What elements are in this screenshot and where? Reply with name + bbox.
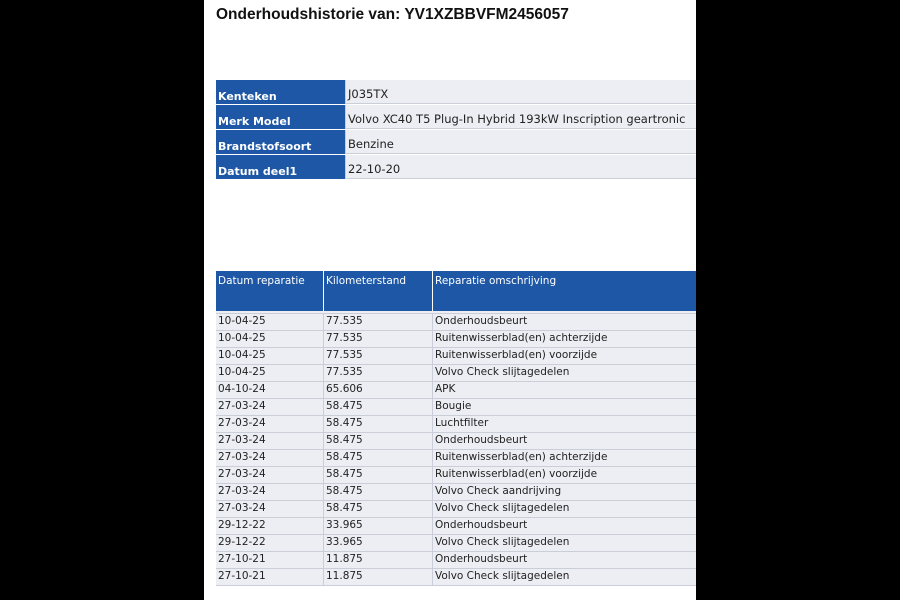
cell-omschrijving: Ruitenwisserblad(en) voorzijde — [435, 349, 598, 361]
table-row — [216, 331, 696, 348]
cell-kilometerstand: 58.475 — [324, 433, 433, 449]
cell-datum: 10-04-25 — [216, 348, 324, 364]
header-reparatie-omschrijving: Reparatie omschrijving — [435, 275, 557, 287]
cell-kilometerstand: 65.606 — [324, 382, 433, 398]
info-label: Kenteken — [216, 80, 346, 104]
table-row — [216, 450, 696, 467]
cell-datum: 04-10-24 — [216, 382, 324, 398]
cell-kilometerstand: 58.475 — [324, 467, 433, 483]
table-row — [216, 501, 696, 518]
cell-omschrijving: Volvo Check slijtagedelen — [435, 570, 570, 582]
cell-datum: 27-03-24 — [216, 484, 324, 500]
info-label: Datum deel1 — [216, 155, 346, 179]
cell-datum: 27-03-24 — [216, 450, 324, 466]
info-value: Benzine — [346, 130, 696, 154]
cell-omschrijving: Luchtfilter — [435, 417, 489, 429]
cell-kilometerstand: 77.535 — [324, 365, 433, 381]
cell-datum: 27-10-21 — [216, 569, 324, 585]
table-row — [216, 348, 696, 365]
table-body — [216, 314, 696, 586]
cell-omschrijving: Ruitenwisserblad(en) voorzijde — [435, 468, 598, 480]
cell-datum: 27-10-21 — [216, 552, 324, 568]
cell-datum: 29-12-22 — [216, 518, 324, 534]
info-row-kenteken — [216, 80, 696, 105]
cell-omschrijving: Volvo Check aandrijving — [435, 485, 562, 497]
repair-history-table — [216, 271, 696, 586]
page-title: Onderhoudshistorie van: YV1XZBBVFM2456057 — [216, 6, 569, 23]
cell-omschrijving: APK — [435, 383, 456, 395]
info-label: Merk Model — [216, 105, 346, 129]
cell-kilometerstand: 58.475 — [324, 450, 433, 466]
document-page — [204, 0, 696, 600]
info-value: Volvo XC40 T5 Plug-In Hybrid 193kW Inscription geartronic — [346, 105, 696, 129]
cell-kilometerstand: 58.475 — [324, 501, 433, 517]
table-row — [216, 535, 696, 552]
cell-omschrijving: Onderhoudsbeurt — [435, 553, 528, 565]
header-datum-reparatie: Datum reparatie — [216, 271, 324, 311]
cell-kilometerstand: 77.535 — [324, 314, 433, 330]
table-row — [216, 518, 696, 535]
cell-kilometerstand: 58.475 — [324, 484, 433, 500]
cell-omschrijving: Volvo Check slijtagedelen — [435, 536, 570, 548]
cell-omschrijving: Ruitenwisserblad(en) achterzijde — [435, 451, 608, 463]
table-row — [216, 382, 696, 399]
cell-datum: 10-04-25 — [216, 365, 324, 381]
info-label: Brandstofsoort — [216, 130, 346, 154]
table-row — [216, 552, 696, 569]
cell-kilometerstand: 11.875 — [324, 569, 433, 585]
table-row — [216, 433, 696, 450]
cell-kilometerstand: 77.535 — [324, 331, 433, 347]
header-kilometerstand: Kilometerstand — [324, 271, 433, 311]
cell-kilometerstand: 33.965 — [324, 535, 433, 551]
info-row-brandstofsoort — [216, 130, 696, 155]
cell-omschrijving: Volvo Check slijtagedelen — [435, 366, 570, 378]
cell-kilometerstand: 33.965 — [324, 518, 433, 534]
cell-kilometerstand: 77.535 — [324, 348, 433, 364]
table-row — [216, 569, 696, 586]
cell-omschrijving: Onderhoudsbeurt — [435, 519, 528, 531]
info-row-merk-model — [216, 105, 696, 130]
cell-datum: 27-03-24 — [216, 433, 324, 449]
cell-datum: 10-04-25 — [216, 331, 324, 347]
cell-datum: 10-04-25 — [216, 314, 324, 330]
cell-omschrijving: Volvo Check slijtagedelen — [435, 502, 570, 514]
cell-kilometerstand: 58.475 — [324, 399, 433, 415]
vehicle-info-table — [216, 80, 696, 180]
cell-kilometerstand: 11.875 — [324, 552, 433, 568]
table-row — [216, 416, 696, 433]
table-row — [216, 365, 696, 382]
cell-omschrijving: Bougie — [435, 400, 472, 412]
info-value: J035TX — [346, 80, 696, 104]
table-row — [216, 314, 696, 331]
cell-omschrijving: Onderhoudsbeurt — [435, 315, 528, 327]
cell-kilometerstand: 58.475 — [324, 416, 433, 432]
table-row — [216, 399, 696, 416]
table-row — [216, 467, 696, 484]
cell-omschrijving: Onderhoudsbeurt — [435, 434, 528, 446]
cell-datum: 27-03-24 — [216, 501, 324, 517]
info-value: 22-10-20 — [346, 155, 696, 179]
info-row-datum-deel1 — [216, 155, 696, 180]
table-row — [216, 484, 696, 501]
cell-omschrijving: Ruitenwisserblad(en) achterzijde — [435, 332, 608, 344]
cell-datum: 29-12-22 — [216, 535, 324, 551]
cell-datum: 27-03-24 — [216, 467, 324, 483]
cell-datum: 27-03-24 — [216, 399, 324, 415]
table-header — [216, 271, 696, 311]
cell-datum: 27-03-24 — [216, 416, 324, 432]
